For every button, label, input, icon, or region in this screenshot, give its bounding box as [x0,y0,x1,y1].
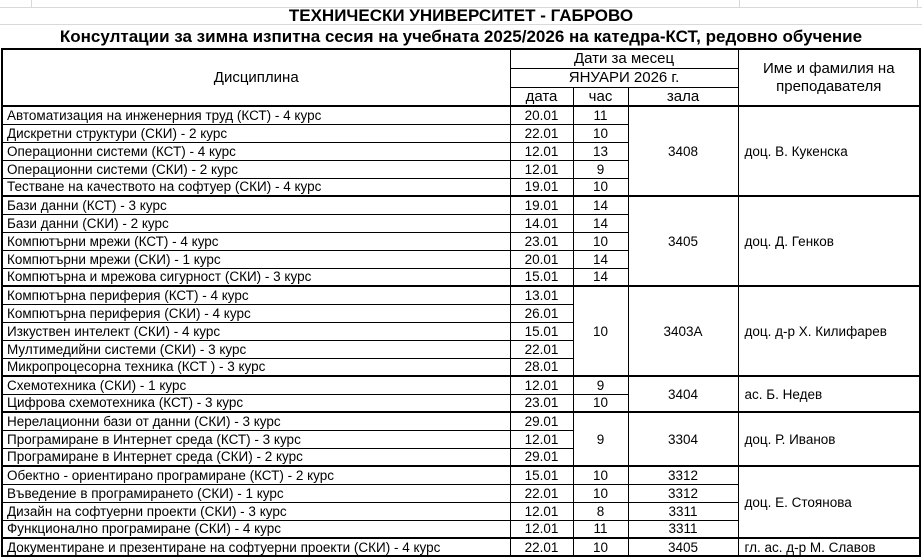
discipline-cell: Операционни системи (СКИ) - 2 курс [2,160,510,178]
hour-cell: 10 [573,286,628,376]
hour-cell: 10 [573,538,628,556]
gridline-vertical [739,0,740,7]
date-cell: 15.01 [510,268,573,286]
discipline-cell: Програмиране в Интернет среда (СКИ) - 2 курс [2,448,510,466]
discipline-cell: Автоматизация на инженерния труд (КСТ) - 4 курс [2,106,510,124]
discipline-cell: Бази данни (КСТ) - 3 курс [2,196,510,214]
discipline-cell: Изкуствен интелект (СКИ) - 4 курс [2,322,510,340]
discipline-cell: Програмиране в Интернет среда (КСТ) - 3 курс [2,430,510,448]
hour-cell: 10 [573,484,628,502]
hour-cell: 11 [573,520,628,538]
gridline-vertical [917,0,918,7]
hour-cell: 14 [573,250,628,268]
discipline-cell: Микропроцесорна техника (КСТ ) - 3 курс [2,358,510,376]
table-row [2,412,920,430]
hour-cell: 14 [573,196,628,214]
date-cell: 26.01 [510,304,573,322]
table-row [2,106,920,124]
date-cell: 19.01 [510,178,573,196]
header-discipline: Дисциплина [2,49,510,106]
hour-cell: 14 [573,268,628,286]
teacher-cell: доц. Е. Стоянова [738,466,920,538]
hall-cell: 3408 [628,106,738,196]
header-hour: час [573,87,628,106]
hall-cell: 3403А [628,286,738,376]
discipline-cell: Компютърни мрежи (КСТ) - 4 курс [2,232,510,250]
discipline-cell: Документиране и презентиране на софтуерни проекти (СКИ) - 4 курс [2,538,510,556]
university-title: ТЕХНИЧЕСКИ УНИВЕРСИТЕТ - ГАБРОВО [288,6,634,25]
date-cell: 15.01 [510,466,573,484]
hour-cell: 10 [573,178,628,196]
date-cell: 12.01 [510,520,573,538]
table-row [2,196,920,214]
discipline-cell: Въведение в програмирането (СКИ) - 1 курс [2,484,510,502]
date-cell: 22.01 [510,124,573,142]
hour-cell: 13 [573,142,628,160]
teacher-cell: доц. Д. Генков [738,196,920,286]
date-cell: 13.01 [510,286,573,304]
table-row [2,376,920,394]
discipline-cell: Дискретни структури (СКИ) - 2 курс [2,124,510,142]
date-cell: 22.01 [510,340,573,358]
consultation-schedule-table [1,48,921,557]
hall-cell: 3404 [628,376,738,412]
teacher-cell: доц. д-р Х. Килифарев [738,286,920,376]
date-cell: 12.01 [510,430,573,448]
document-subtitle: Консултации за зимна изпитна сесия на учебната 2025/2026 на катедра-КСТ, редовно обучение [59,27,863,46]
discipline-cell: Компютърна периферия (КСТ) - 4 курс [2,286,510,304]
table-row [2,466,920,484]
hall-cell: 3304 [628,412,738,466]
discipline-cell: Схемотехника (СКИ) - 1 курс [2,376,510,394]
discipline-cell: Операционни системи (КСТ) - 4 курс [2,142,510,160]
gridline-vertical [31,0,32,7]
date-cell: 19.01 [510,196,573,214]
header-teacher: Име и фамилия на преподавателя [738,49,920,106]
hall-cell: 3312 [628,484,738,502]
hour-cell: 9 [573,160,628,178]
hour-cell: 8 [573,502,628,520]
header-dates-group: Дати за месец [510,49,738,68]
discipline-cell: Бази данни (СКИ) - 2 курс [2,214,510,232]
date-cell: 12.01 [510,376,573,394]
header-date: дата [510,87,573,106]
hour-cell: 10 [573,466,628,484]
discipline-cell: Компютърна и мрежова сигурност (СКИ) - 3 курс [2,268,510,286]
date-cell: 22.01 [510,484,573,502]
hall-cell: 3312 [628,466,738,484]
header-month: ЯНУАРИ 2026 г. [510,68,738,87]
discipline-cell: Компютърни мрежи (СКИ) - 1 курс [2,250,510,268]
table-row [2,538,920,556]
discipline-cell: Функционално програмиране (СКИ) - 4 курс [2,520,510,538]
date-cell: 14.01 [510,214,573,232]
teacher-cell: ас. Б. Недев [738,376,920,412]
hour-cell: 11 [573,106,628,124]
teacher-cell: гл. ас. д-р М. Славов [738,538,920,556]
teacher-cell: доц. В. Кукенска [738,106,920,196]
hall-cell: 3405 [628,196,738,286]
date-cell: 12.01 [510,160,573,178]
date-cell: 23.01 [510,394,573,412]
date-cell: 29.01 [510,412,573,430]
header-hall: зала [628,87,738,106]
table-row [2,286,920,304]
hall-cell: 3311 [628,502,738,520]
discipline-cell: Нерелационни бази от данни (СКИ) - 3 курс [2,412,510,430]
discipline-cell: Дизайн на софтуерни проекти (СКИ) - 3 курс [2,502,510,520]
date-cell: 28.01 [510,358,573,376]
hour-cell: 10 [573,232,628,250]
hour-cell: 14 [573,214,628,232]
hall-cell: 3405 [628,538,738,556]
discipline-cell: Компютърна периферия (СКИ) - 4 курс [2,304,510,322]
hall-cell: 3311 [628,520,738,538]
discipline-cell: Обектно - ориентирано програмиране (КСТ) - 2 курс [2,466,510,484]
hour-cell: 9 [573,376,628,394]
hour-cell: 10 [573,394,628,412]
discipline-cell: Тестване на качеството на софтуер (СКИ) - 4 курс [2,178,510,196]
discipline-cell: Мултимедийни системи (СКИ) - 3 курс [2,340,510,358]
date-cell: 12.01 [510,142,573,160]
date-cell: 23.01 [510,232,573,250]
date-cell: 15.01 [510,322,573,340]
hour-cell: 9 [573,412,628,466]
date-cell: 22.01 [510,538,573,556]
date-cell: 29.01 [510,448,573,466]
teacher-cell: доц. Р. Иванов [738,412,920,466]
date-cell: 20.01 [510,250,573,268]
date-cell: 20.01 [510,106,573,124]
date-cell: 12.01 [510,502,573,520]
hour-cell: 10 [573,124,628,142]
discipline-cell: Цифрова схемотехника (КСТ) - 3 курс [2,394,510,412]
